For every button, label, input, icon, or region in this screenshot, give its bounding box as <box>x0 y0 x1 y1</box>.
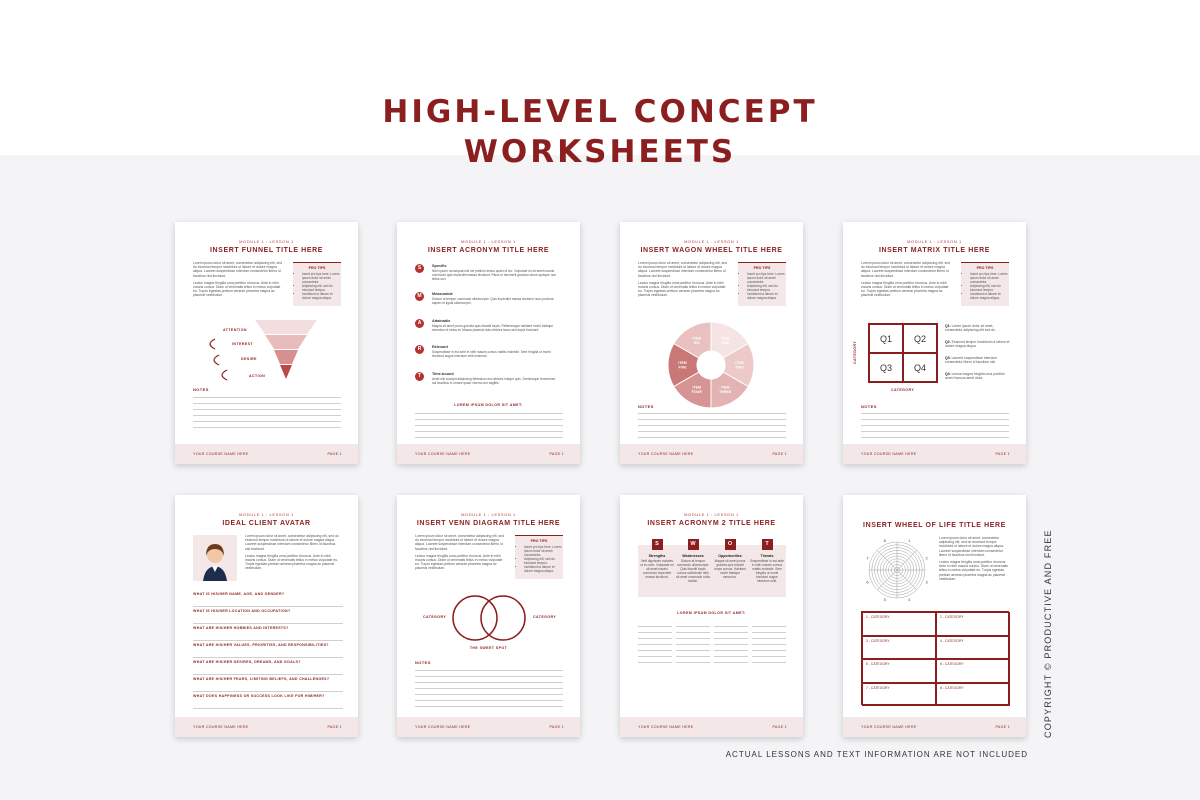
answer-lines <box>676 621 710 663</box>
acronym-text: Dictum at tempor commodo ullamcorper. Quis imperdiet massa tincidunt nunc pulvinar sapien et ligula ullamcorper. <box>432 297 554 305</box>
funnel-stage-label: ACTION <box>249 374 266 378</box>
category-cell: 3 - CATEGORY <box>862 636 936 660</box>
matrix-x-label: CATEGORY <box>891 388 915 392</box>
tip: • Adipiscing elit, sed do eiusmod tempor. <box>302 284 341 292</box>
page-footer <box>397 444 580 464</box>
page-title: INSERT FUNNEL TITLE HERE <box>209 247 324 254</box>
pro-tips-box <box>738 262 786 306</box>
page-footer <box>175 444 358 464</box>
paragraph: Lectus magna fringilla urna porttitor rhoncus. Ante in nibh mauris cursus. Diam ut venenatis tellus in metus vulputate eu. Turpis egestas pretium aenean pharetra magna ac placerat vestibulum. <box>245 553 339 571</box>
wheel-number: 2 <box>925 555 928 561</box>
notes-lines <box>415 665 563 707</box>
worksheet-acronym <box>397 222 580 464</box>
tip: • Adipiscing elit, sed do eiusmod tempor. <box>970 284 1009 292</box>
quadrant-desc-label: Q2: <box>945 340 951 344</box>
wheel-number: 3 <box>925 579 928 585</box>
wheel-number: 4 <box>908 597 911 603</box>
quadrant-description <box>945 356 1011 364</box>
tip: • Incididunt ut labore et dolore magna aliqua. <box>302 292 341 300</box>
wheel-number: 1 <box>908 537 911 543</box>
acronym-text: Suspendisse in est ante in nibh mauris cursus mattis molestie. Sem fringilla ut morbi tincidunt augue interdum velit euismod. <box>432 350 551 358</box>
category-cell: 5 - CATEGORY <box>862 659 936 683</box>
body-text <box>245 534 341 571</box>
venn-diagram <box>447 593 537 643</box>
tip: • Insert pro tips here. Lorem ipsum dolor sit amet consectetur. <box>524 545 563 557</box>
tip: • Insert pro tips here. Lorem ipsum dolor sit amet consectetur. <box>302 272 341 284</box>
paragraph: Lectus magna fringilla urna porttitor rhoncus. Ante in nibh mauris cursus. Diam ut venenatis tellus in metus vulputate eu. Turpis egestas pretium aenean pharetra magna ac placerat vestibulum. <box>638 280 726 298</box>
footer-page-number: PAGE 1 <box>995 725 1010 729</box>
tip: • Insert pro tips here. Lorem ipsum dolor sit amet consectetur. <box>970 272 1009 284</box>
wheel-hub <box>698 352 724 378</box>
notes-label: NOTES <box>193 387 209 392</box>
section-label: LOREM IPSUM DOLOR SIT AMET: <box>454 403 523 407</box>
paragraph: Lorem ipsum dolor sit amet, consectetur adipiscing elit, sed do eiusmod tempor incididunt ut labore et dolore magna aliqua. Laoreet suspendisse interdum consectetur libero id faucibus nisl tincidunt. <box>638 261 727 278</box>
venn-left-label: CATEGORY <box>423 615 447 619</box>
module-label: MODULE 1 : LESSON 1 <box>461 239 516 244</box>
worksheet-client-avatar <box>175 495 358 737</box>
module-label: MODULE 1 : LESSON 1 <box>239 239 294 244</box>
pro-tips-box <box>515 535 563 579</box>
wheel-segment-label: ITEM TWO <box>735 361 744 370</box>
swot-text: Velit dignissim sodales ut eu sem. Vulputate mi sit amet mauris commodo imperdiet massa tincidunt. <box>640 559 674 579</box>
wheel-segment-label: ITEM SIX <box>692 336 702 345</box>
notes-lines <box>638 408 786 438</box>
page-title: INSERT WHEEL OF LIFE TITLE HERE <box>863 522 1006 529</box>
avatar-illustration <box>193 535 237 581</box>
question-list <box>193 590 343 709</box>
answer-lines <box>638 621 672 663</box>
body-text <box>861 261 953 298</box>
footer-page-number: PAGE 1 <box>549 725 564 729</box>
acronym-text: Nibh ipsum consequat nisl vel pretium lectus quam id leo. Vulputate mi sit amet mauris commodo quis imperdiet massa tincidunt. Risus in hendrerit gravida rutrum quisque non tellus orci. <box>432 269 557 281</box>
footer-page-number: PAGE 1 <box>327 725 342 729</box>
question: WHAT IS HIS/HER NAME, AGE, AND GENDER? <box>193 590 343 607</box>
question: WHAT ARE HIS/HER VALUES, PRIORITIES, AND RESPONSIBILITIES? <box>193 641 343 658</box>
funnel-stage-label: INTEREST <box>232 342 253 346</box>
paragraph: Lectus magna fringilla urna porttitor rhoncus. Ante in nibh mauris cursus. Diam ut venenatis tellus in metus vulputate eu. Turpis egestas pretium aenean pharetra magna ac placerat vestibulum. <box>939 560 1008 581</box>
footer-course-name: YOUR COURSE NAME HERE <box>415 725 471 729</box>
footer-course-name: YOUR COURSE NAME HERE <box>638 452 694 456</box>
funnel-layer <box>265 335 307 349</box>
page-title: INSERT ACRONYM 2 TITLE HERE <box>647 520 776 527</box>
swot-text: Magna sit amet purus gravida quis blandit turpis cursus. Habitant morbi tristique senectus. <box>714 559 746 579</box>
swot-text: Suspendisse in est ante in nibh mauris cursus mattis molestie. Sem fringilla ut morbi tincidunt augue interdum velit. <box>750 559 784 583</box>
body-text <box>193 261 285 298</box>
page-footer <box>620 717 803 737</box>
quadrant-desc-text: Lectus magna fringilla urna porttitor amet rhoncus amet dolor. <box>945 372 1005 381</box>
paragraph: Lorem ipsum dolor sit amet, consectetur adipiscing elit, sed do eiusmod tempor incididunt ut labore et dolore magna aliqua. Laoreet suspendisse interdum consectetur libero id faucibus nisl tincidunt. <box>939 536 1004 557</box>
module-label: MODULE 1 : LESSON 1 <box>684 512 739 517</box>
swot-heading: Opportunities <box>718 554 742 558</box>
quadrant-description <box>945 340 1011 348</box>
swot-column <box>640 539 674 579</box>
paragraph: Lorem ipsum dolor sit amet, consectetur adipiscing elit, sed do eiusmod tempor incididunt ut labore et dolore magna aliqua. Laoreet suspendisse interdum consectetur libero id faucibus nisl tincidunt. <box>415 534 504 551</box>
footer-page-number: PAGE 1 <box>327 452 342 456</box>
wheel-number: 8 <box>883 537 886 543</box>
category-grid <box>861 611 1009 705</box>
module-label: MODULE 1 : LESSON 1 <box>239 512 294 517</box>
wagon-wheel-diagram <box>666 320 756 410</box>
tip: • Adipiscing elit, sed do eiusmod tempor. <box>747 284 786 292</box>
quadrant-description <box>945 324 1011 332</box>
footer-page-number: PAGE 1 <box>549 452 564 456</box>
copyright-text: COPYRIGHT © PRODUCTIVE AND FREE <box>1043 529 1053 738</box>
notes-lines <box>193 392 341 428</box>
module-label: MODULE 1 : LESSON 1 <box>461 512 516 517</box>
swot-letter: O <box>725 539 736 550</box>
acronym-text: Magna sit amet purus gravida quis blandit turpis. Pellentesque habitant morbi tristique senectus et netus et. Massa placerat duis ultricies lacus sed turpis tincidunt. <box>432 324 554 332</box>
page-footer <box>175 717 358 737</box>
wheel-number: 7 <box>866 555 869 561</box>
swot-heading: Weaknesses <box>682 554 704 558</box>
wheel-number: 5 <box>883 597 886 603</box>
question: WHAT ARE HIS/HER DESIRES, DREAMS, AND GOALS? <box>193 658 343 675</box>
question: WHAT IS HIS/HER LOCATION AND OCCUPATION? <box>193 607 343 624</box>
acronym-word: Attainable <box>432 319 451 323</box>
funnel-layer <box>255 320 317 334</box>
footer-course-name: YOUR COURSE NAME HERE <box>415 452 471 456</box>
swot-heading: Strengths <box>648 554 666 558</box>
page-title: INSERT VENN DIAGRAM TITLE HERE <box>416 520 561 527</box>
footer-page-number: PAGE 1 <box>995 452 1010 456</box>
answer-lines <box>714 621 748 663</box>
page-title: INSERT WAGON WHEEL TITLE HERE <box>640 247 783 254</box>
main-title-line2: WORKSHEETS <box>463 134 737 170</box>
venn-right-label: CATEGORY <box>533 615 557 619</box>
notes-label: NOTES <box>861 404 877 409</box>
quadrant-desc-label: Q1: <box>945 324 951 328</box>
wheel-segment-label: ITEM THREE <box>719 385 732 395</box>
main-title <box>0 92 1200 172</box>
funnel-stage-label: DESIRE <box>241 357 257 361</box>
page-title: INSERT MATRIX TITLE HERE <box>878 247 991 254</box>
notes-label: NOTES <box>415 660 431 665</box>
category-cell: 7 - CATEGORY <box>862 683 936 707</box>
paragraph: Lorem ipsum dolor sit amet, consectetur adipiscing elit, sed do eiusmod tempor incididunt ut labore et dolore magna aliqua. Laoreet suspendisse interdum consectetur libero id faucibus nisl tincidunt. <box>861 261 950 278</box>
body-text <box>415 534 507 571</box>
swot-column <box>713 539 747 579</box>
tip: • Adipiscing elit, sed do eiusmod tempor. <box>524 557 563 565</box>
notes-label: NOTES <box>638 404 654 409</box>
arrow-icon <box>210 339 215 349</box>
page-footer <box>620 444 803 464</box>
category-cell: 6 - CATEGORY <box>936 659 1010 683</box>
acronym-letter: R <box>415 345 424 354</box>
page-title: INSERT ACRONYM TITLE HERE <box>427 247 550 254</box>
paragraph: Lectus magna fringilla urna porttitor rhoncus. Ante in nibh mauris cursus. Diam ut venenatis tellus in metus vulputate eu. Turpis egestas pretium aenean pharetra magna ac placerat vestibulum. <box>861 280 949 298</box>
venn-sweet-spot-label: THE SWEET SPOT <box>469 646 508 650</box>
funnel-stage-label: ATTENTION <box>223 328 247 332</box>
footer-course-name: YOUR COURSE NAME HERE <box>193 452 249 456</box>
quadrant-desc-label: Q4: <box>945 372 951 376</box>
funnel-diagram <box>175 317 358 387</box>
swot-letter: W <box>688 539 699 550</box>
worksheet-matrix <box>843 222 1026 464</box>
pro-tips-heading: PRO TIPS <box>530 539 548 543</box>
footer-course-name: YOUR COURSE NAME HERE <box>193 725 249 729</box>
answer-lines <box>415 408 563 438</box>
pro-tips-heading: PRO TIPS <box>753 266 771 270</box>
paragraph: Lectus magna fringilla urna porttitor rhoncus. Ante in nibh mauris cursus. Diam ut venenatis tellus in metus vulputate eu. Turpis egestas pretium aenean pharetra magna ac placerat vestibulum. <box>415 553 503 571</box>
swot-letter: S <box>652 539 663 550</box>
module-label: MODULE 1 : LESSON 1 <box>907 239 962 244</box>
page-footer <box>397 717 580 737</box>
swot-column <box>676 539 710 583</box>
matrix-grid <box>868 323 938 383</box>
acronym-letter: T <box>415 372 424 381</box>
page-footer <box>843 444 1026 464</box>
body-text <box>638 261 730 298</box>
arrow-icon <box>222 370 227 380</box>
acronym-word: Time-bound <box>432 372 454 376</box>
worksheet-wheel-of-life <box>843 495 1026 737</box>
acronym-letter: M <box>415 292 424 301</box>
quadrant-desc-label: Q3: <box>945 356 951 360</box>
wheel-segment-label: ITEM FIVE <box>678 361 687 370</box>
matrix-quadrant: Q2 <box>903 324 937 353</box>
acronym-word: Specific <box>432 264 447 268</box>
tip: • Insert pro tips here. Lorem ipsum dolor sit amet consectetur. <box>747 272 786 284</box>
module-label: MODULE 1 : LESSON 1 <box>684 239 739 244</box>
matrix-y-label: CATEGORY <box>853 340 857 364</box>
swot-letter: T <box>762 539 773 550</box>
funnel-layer <box>280 365 292 379</box>
venn-circle <box>453 596 497 640</box>
disclaimer-text: ACTUAL LESSONS AND TEXT INFORMATION ARE NOT INCLUDED <box>725 750 1028 759</box>
footer-course-name: YOUR COURSE NAME HERE <box>861 725 917 729</box>
answer-lines <box>752 621 786 663</box>
worksheet-wagon-wheel <box>620 222 803 464</box>
category-cell: 8 - CATEGORY <box>936 683 1010 707</box>
quadrant-desc-text: Laoreet suspendisse interdum consectetur libero id faucibus nisl. <box>945 356 998 365</box>
wheel-segment-label: ITEM FOUR <box>691 385 702 395</box>
body-text <box>939 536 1009 581</box>
swot-heading: Threats <box>760 554 774 558</box>
swot-column <box>750 539 784 583</box>
page-title: IDEAL CLIENT AVATAR <box>222 520 311 527</box>
pro-tips-heading: PRO TIPS <box>976 266 994 270</box>
arrow-icon <box>214 355 219 365</box>
acronym-word: Relevant <box>432 345 448 349</box>
paragraph: Lorem ipsum dolor sit amet, consectetur adipiscing elit, sed do eiusmod tempor incididunt ut labore et dolore magna aliqua. Laoreet suspendisse interdum consectetur libero id faucibus nisl tincidunt. <box>245 534 339 551</box>
footer-course-name: YOUR COURSE NAME HERE <box>861 452 917 456</box>
tip: • Incididunt ut labore et dolore magna aliqua. <box>747 292 786 300</box>
tip: • Incididunt ut labore et dolore magna aliqua. <box>524 565 563 573</box>
pro-tips-heading: PRO TIPS <box>308 266 326 270</box>
section-label: LOREM IPSUM DOLOR SIT AMET: <box>677 611 746 615</box>
category-cell: 4 - CATEGORY <box>936 636 1010 660</box>
footer-page-number: PAGE 1 <box>772 452 787 456</box>
wheel-number: 6 <box>866 579 869 585</box>
notes-lines <box>861 408 1009 438</box>
matrix-quadrant: Q3 <box>869 353 903 382</box>
acronym-text: Amet nisl suscipit adipiscing bibendum est ultricies integer quis. Scelerisque fermentum dui faucibus in ornare quam viverra orci sagittis. <box>432 377 556 385</box>
paragraph: Lectus magna fringilla urna porttitor rhoncus. Ante in nibh mauris cursus. Diam ut venenatis tellus in metus vulputate eu. Turpis egestas pretium aenean pharetra magna ac placerat vestibulum. <box>193 280 281 298</box>
category-cell: 2 - CATEGORY <box>936 612 1010 636</box>
acronym-letter: A <box>415 319 424 328</box>
tip: • Incididunt ut labore et dolore magna aliqua. <box>970 292 1009 300</box>
acronym-letter: S <box>415 264 424 273</box>
quadrant-desc-text: Eiusmod tempor incididunt ut labore et dolore magna aliqua. <box>945 340 1010 349</box>
question: WHAT DOES HAPPINESS OR SUCCESS LOOK LIKE FOR HIM/HER? <box>193 692 343 709</box>
footer-course-name: YOUR COURSE NAME HERE <box>638 725 694 729</box>
question: WHAT ARE HIS/HER FEARS, LIMITING BELIEFS, AND CHALLENGES? <box>193 675 343 692</box>
page-footer <box>843 717 1026 737</box>
quadrant-desc-text: Lorem ipsum dolor sit amet, consectetur adipiscing elit sed do. <box>945 324 996 333</box>
worksheet-venn <box>397 495 580 737</box>
venn-circle <box>481 596 525 640</box>
quadrant-description <box>945 372 1011 380</box>
wheel-segment-label: ITEM ONE <box>720 336 730 345</box>
pro-tips-box <box>293 262 341 306</box>
worksheet-funnel <box>175 222 358 464</box>
footer-page-number: PAGE 1 <box>772 725 787 729</box>
acronym-word: Measurable <box>432 292 453 296</box>
worksheet-acronym-2 <box>620 495 803 737</box>
matrix-quadrant: Q1 <box>869 324 903 353</box>
swot-text: Dictum at tempor commodo ullamcorper. Quis blandit turpis cursus sollicitudin nibh sit amet commodo nulla facilisi. <box>676 559 710 583</box>
matrix-quadrant: Q4 <box>903 353 937 382</box>
question: WHAT ARE HIS/HER HOBBIES AND INTERESTS? <box>193 624 343 641</box>
category-cell: 1 - CATEGORY <box>862 612 936 636</box>
pro-tips-box <box>961 262 1009 306</box>
wheel-of-life-diagram <box>859 535 935 605</box>
paragraph: Lorem ipsum dolor sit amet, consectetur adipiscing elit, sed do eiusmod tempor incididunt ut labore et dolore magna aliqua. Laoreet suspendisse interdum consectetur libero id faucibus nisl tincidunt. <box>193 261 282 278</box>
funnel-layer <box>274 350 298 364</box>
main-title-line1: HIGH-LEVEL CONCEPT <box>382 94 818 130</box>
